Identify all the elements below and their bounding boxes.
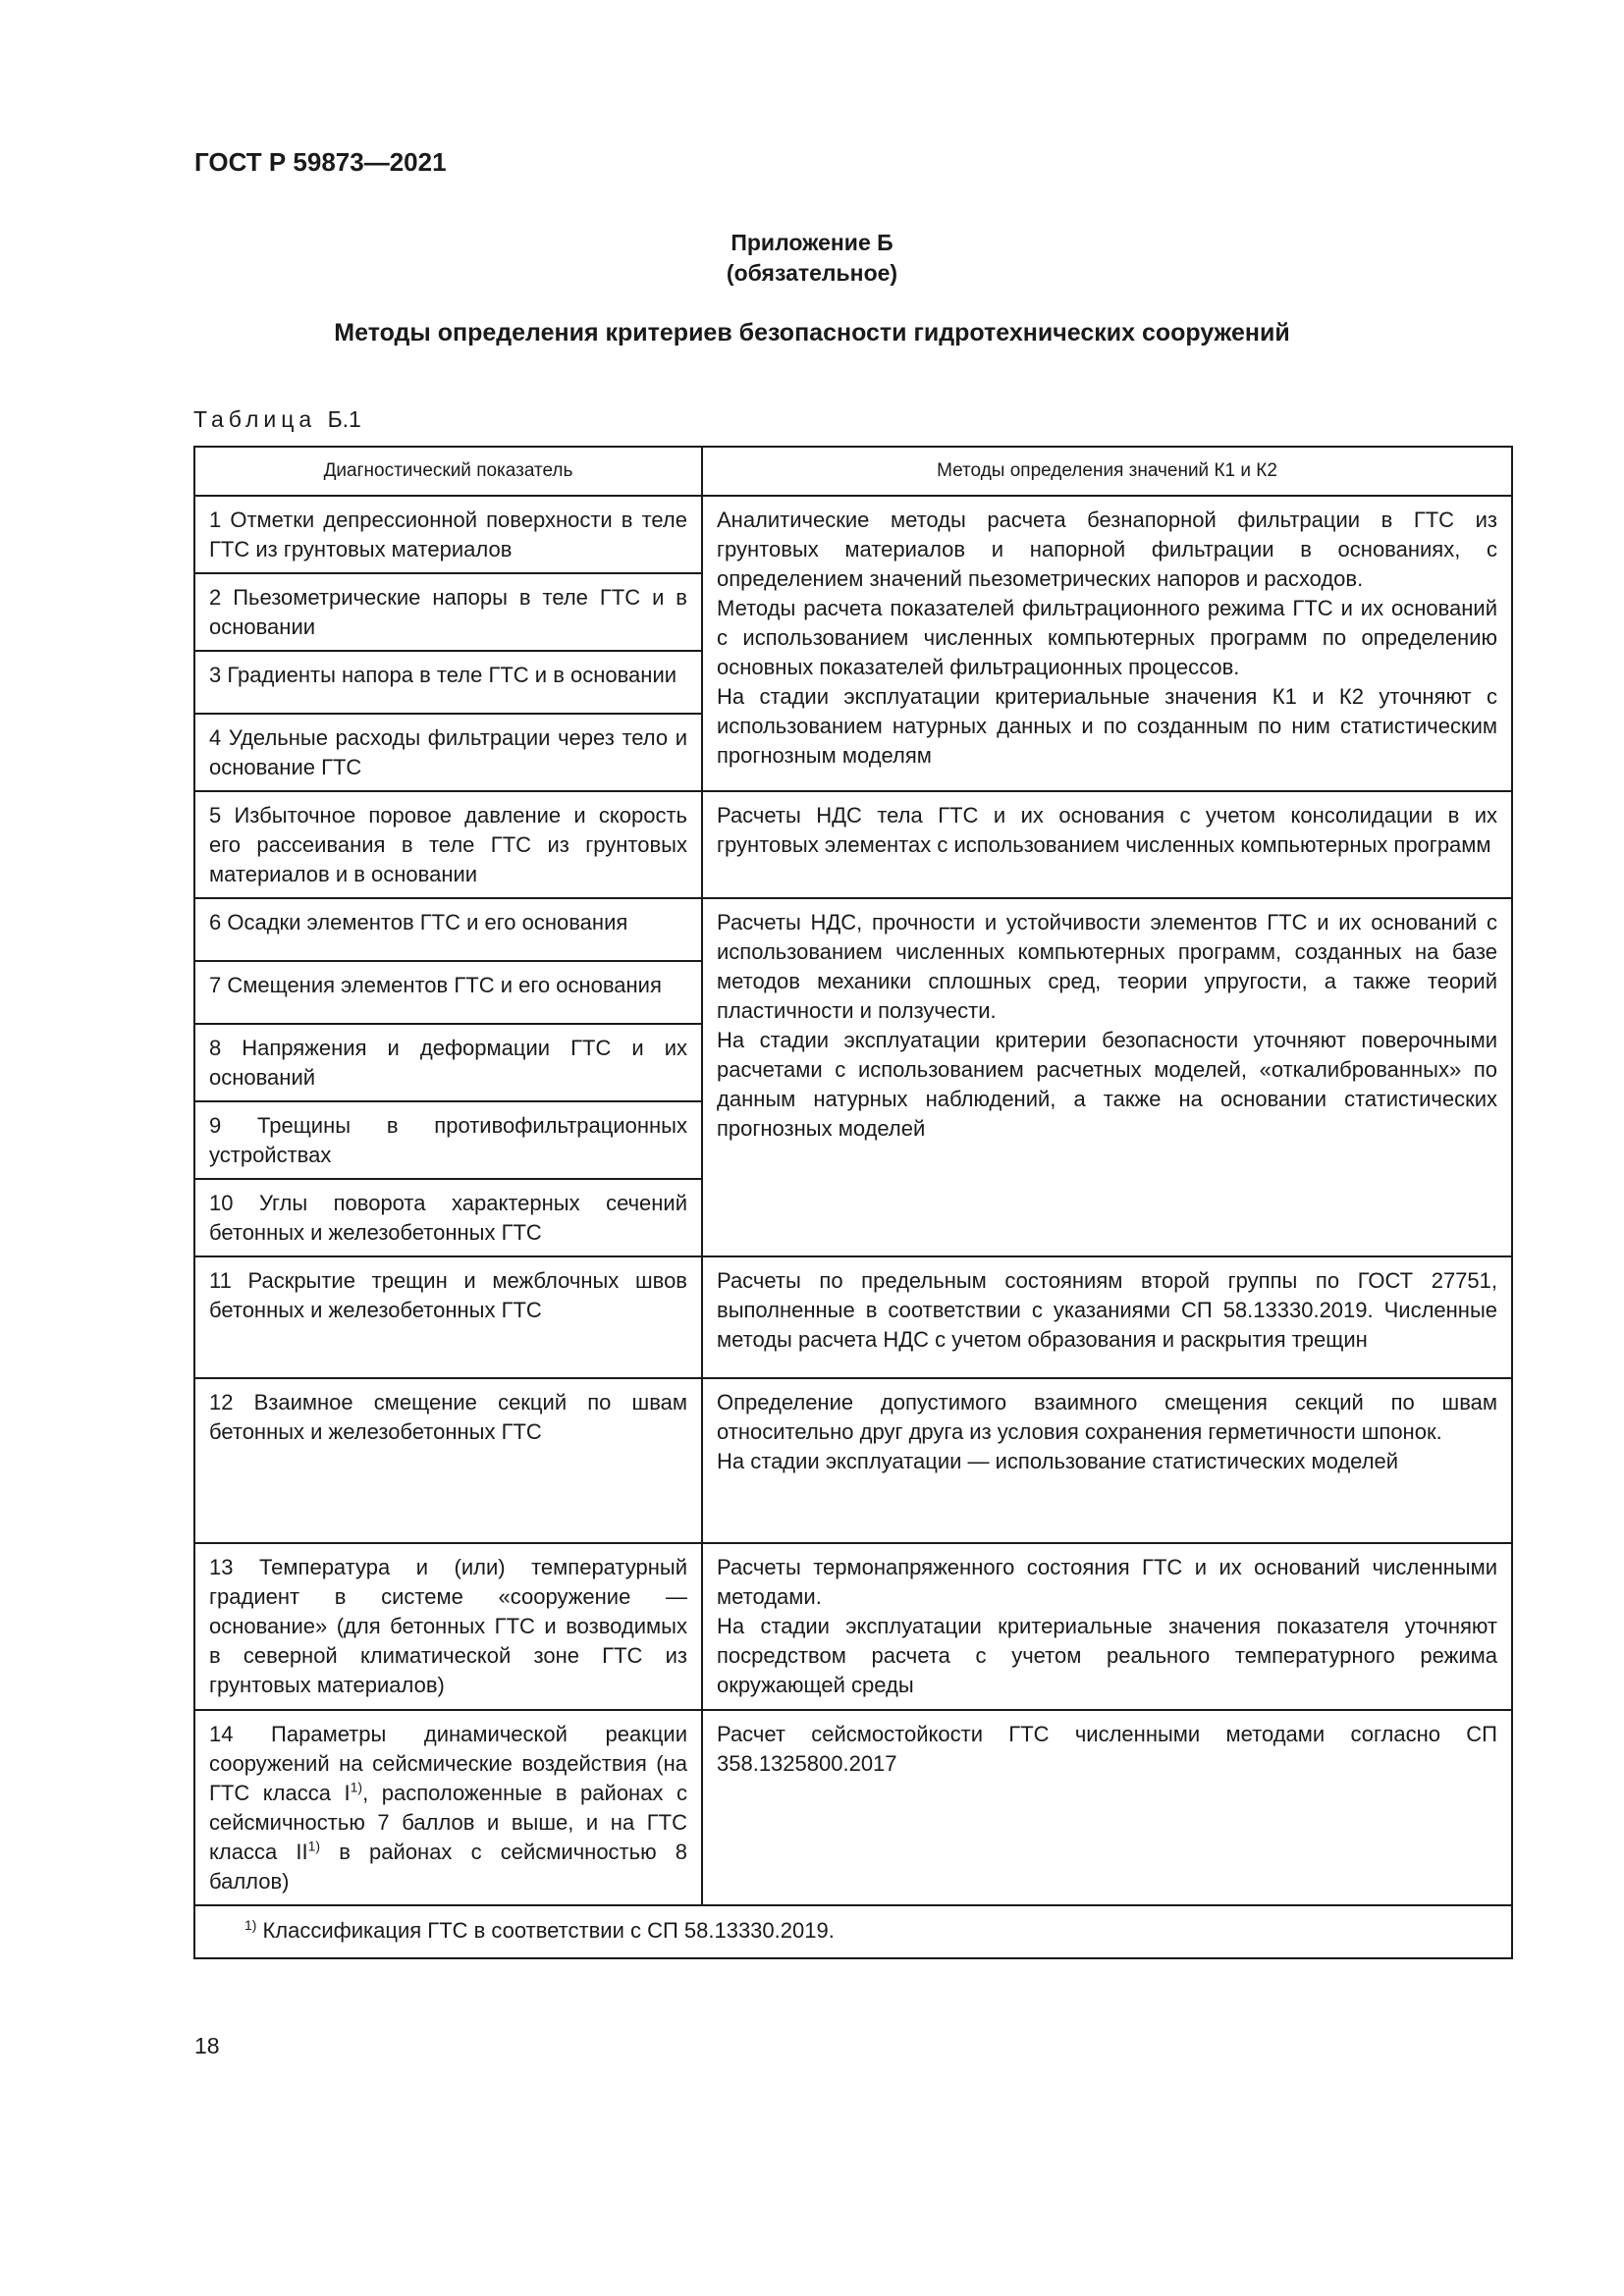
method-paragraph: На стадии эксплуатации критериальные значения показателя уточняют посредством расчета с учетом реального температурного режима окружающей среды (717, 1614, 1497, 1697)
header-methods: Методы определения значений К1 и К2 (702, 447, 1512, 496)
appendix-title: Приложение Б (731, 230, 893, 255)
method-cell: Расчет сейсмостойкости ГТС численными методами согласно СП 358.1325800.2017 (717, 1722, 1497, 1776)
table-row (194, 791, 1512, 898)
method-paragraph: На стадии эксплуатации критериальные значения К1 и К2 уточняют с использованием натурных данных и по созданным по ним статистическим прогнозным моделям (717, 684, 1497, 768)
indicator-14-part3: в районах с сейсмичностью 8 баллов) (209, 1840, 687, 1894)
criteria-table (193, 446, 1513, 1959)
section-title: Методы определения критериев безопасности гидротехнических сооружений (334, 319, 1290, 347)
header-indicator: Диагностический показатель (194, 447, 702, 496)
table-row (194, 1543, 1512, 1710)
indicator-cell: 5 Избыточное поровое давление и скорость его рассеивания в теле ГТС из грунтовых материалов и в основании (209, 803, 687, 886)
method-cell (703, 1544, 1511, 1708)
footnote-ref: 1) (307, 1838, 321, 1854)
footnote-marker: 1) (244, 1916, 257, 1933)
document-code: ГОСТ Р 59873—2021 (194, 147, 447, 177)
method-paragraph: На стадии эксплуатации — использование статистических моделей (717, 1449, 1399, 1473)
table-caption-word: Таблица (193, 406, 317, 432)
table-header-row (194, 447, 1512, 496)
method-paragraph: На стадии эксплуатации критерии безопасности уточняют поверочными расчетами с использованием расчетных моделей, «откалиброванных» по данным натурных наблюдений, а также на основании статистических прогнозных моделей (717, 1028, 1497, 1141)
indicator-cell: 7 Смещения элементов ГТС и его основания (209, 973, 662, 997)
method-paragraph: Методы расчета показателей фильтрационного режима ГТС и их оснований с использованием численных компьютерных программ по определению основных показателей фильтрационных процессов. (717, 596, 1497, 679)
indicator-cell (195, 1711, 701, 1904)
indicator-cell: 2 Пьезометрические напоры в теле ГТС и в основании (209, 585, 687, 639)
table-row (194, 1378, 1512, 1543)
method-paragraph: Расчеты термонапряженного состояния ГТС и их оснований численными методами. (717, 1555, 1497, 1609)
method-paragraph: Аналитические методы расчета безнапорной фильтрации в ГТС из грунтовых материалов и напорной фильтрации в основаниях, с определением значений пьезометрических напоров и расходов. (717, 507, 1497, 591)
method-paragraph: Расчеты НДС, прочности и устойчивости элементов ГТС и их оснований с использованием численных компьютерных программ, созданных на базе методов механики сплошных сред, теории упругости, а также теорий пластичности и ползучести. (717, 910, 1497, 1023)
indicator-cell: 1 Отметки депрессионной поверхности в теле ГТС из грунтовых материалов (209, 507, 687, 561)
footnote-row (194, 1905, 1512, 1958)
table-footnote (195, 1906, 1511, 1957)
indicator-cell: 3 Градиенты напора в теле ГТС и в основании (209, 663, 677, 687)
footnote-ref: 1) (350, 1779, 363, 1795)
method-cell (702, 898, 1512, 1256)
indicator-cell: 9 Трещины в противофильтрационных устройствах (209, 1113, 687, 1167)
table-caption (193, 406, 361, 433)
indicator-cell: 6 Осадки элементов ГТС и его основания (209, 910, 628, 934)
appendix-heading (0, 228, 1624, 289)
indicator-cell: 11 Раскрытие трещин и межблочных швов бетонных и железобетонных ГТС (209, 1268, 687, 1322)
indicator-cell: 12 Взаимное смещение секций по швам бетонных и железобетонных ГТС (209, 1390, 687, 1444)
method-cell (703, 1379, 1511, 1484)
method-paragraph: Определение допустимого взаимного смещения секций по швам относительно друг друга из условия сохранения герметичности шпонок. (717, 1390, 1497, 1444)
indicator-cell: 10 Углы поворота характерных сечений бетонных и железобетонных ГТС (209, 1191, 687, 1245)
indicator-14-part1: 14 Параметры динамической реакции сооружений на сейсмические воздействия (на ГТС класса I (209, 1722, 687, 1805)
appendix-status: (обязательное) (726, 260, 898, 286)
indicator-cell: 8 Напряжения и деформации ГТС и их оснований (209, 1036, 687, 1090)
indicator-cell: 13 Температура и (или) температурный градиент в системе «сооружение — основание» (для бетонных ГТС и возводимых в северной климатической зоне ГТС из грунтовых материалов) (209, 1555, 687, 1697)
page-number: 18 (194, 2033, 220, 2058)
indicator-14-part2: , расположенные в районах с сейсмичностью 7 баллов и выше, и на ГТС класса II (209, 1781, 687, 1864)
table-row (194, 898, 1512, 961)
method-cell: Расчеты НДС тела ГТС и их основания с учетом консолидации в их грунтовых элементах с использованием численных компьютерных программ (717, 803, 1497, 857)
table-row (194, 1256, 1512, 1378)
method-cell: Расчеты по предельным состояниям второй группы по ГОСТ 27751, выполненные в соответствии с указаниями СП 58.13330.2019. Численные методы расчета НДС с учетом образования и раскрытия трещин (717, 1268, 1497, 1352)
table-row (194, 496, 1512, 573)
table-caption-number: Б.1 (327, 406, 361, 432)
footnote-text: Классификация ГТС в соответствии с СП 58.13330.2019. (262, 1918, 835, 1943)
table-row (194, 1710, 1512, 1905)
indicator-cell: 4 Удельные расходы фильтрации через тело и основание ГТС (209, 725, 687, 779)
method-cell (702, 496, 1512, 791)
